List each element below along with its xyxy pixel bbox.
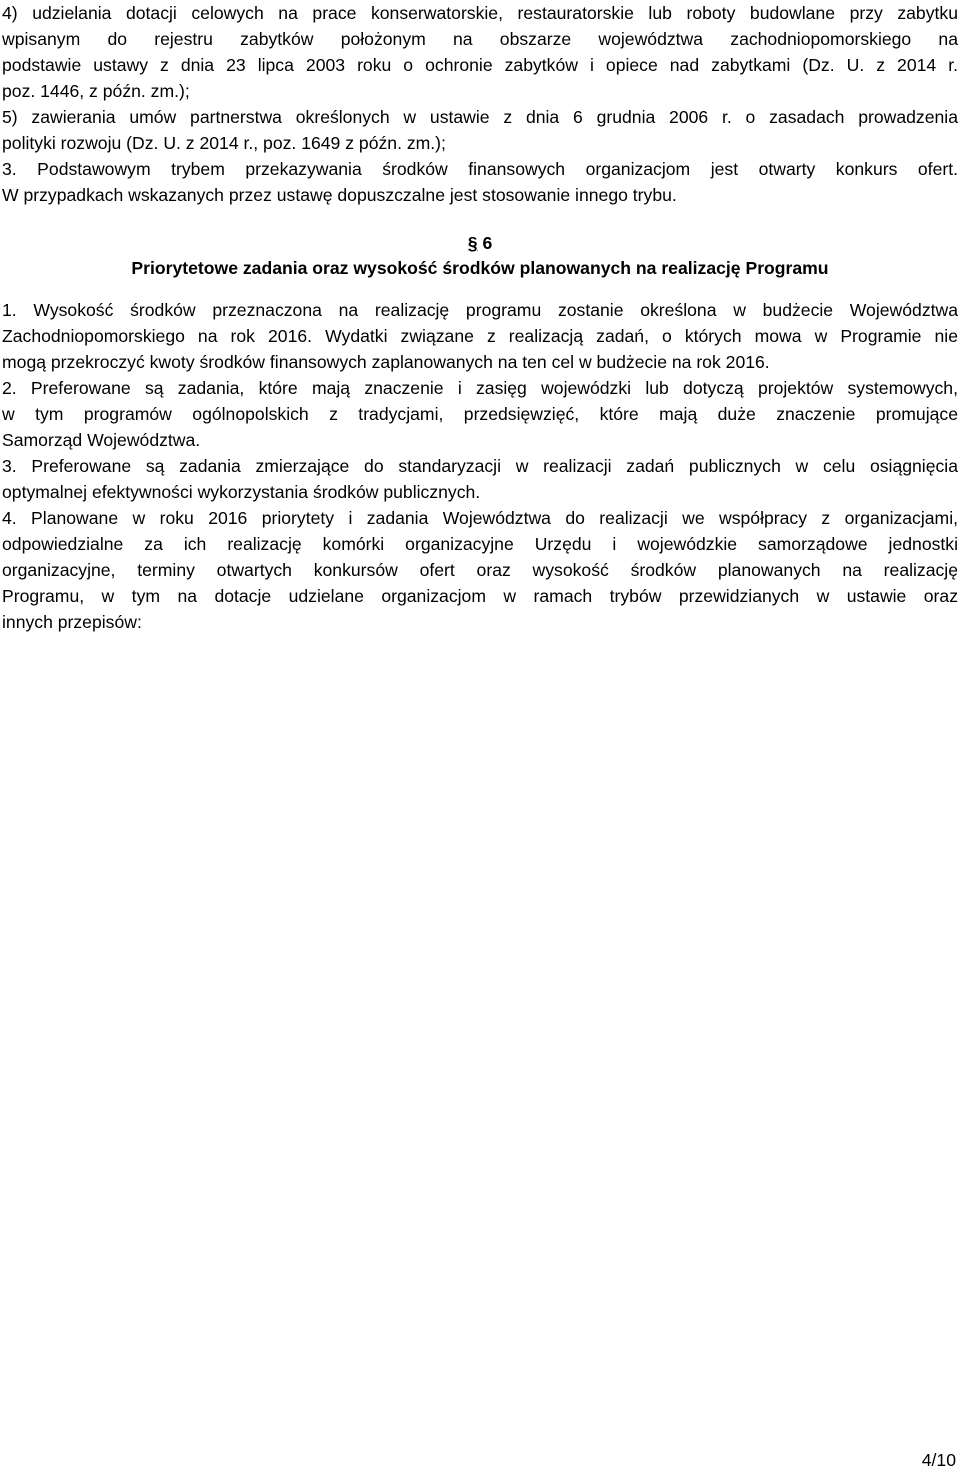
text-line: innych przepisów: <box>2 612 142 632</box>
page-number: 4/10 <box>921 1450 956 1470</box>
text-line: polityki rozwoju (Dz. U. z 2014 r., poz. 1649 z późn. zm.); <box>2 133 446 153</box>
text-line: optymalnej efektywności wykorzystania środków publicznych. <box>2 482 481 502</box>
list-item-5 <box>2 104 958 156</box>
text-line: poz. 1446, z późn. zm.); <box>2 81 190 101</box>
text-line: 1. Wysokość środków przeznaczona na realizację programu zostanie określona w budżecie Województwa <box>2 300 958 320</box>
text-line: w tym programów ogólnopolskich z tradycjami, przedsięwzięć, które mają duże znaczenie promujące <box>2 404 958 424</box>
paragraph-2 <box>2 375 958 453</box>
text-line: podstawie ustawy z dnia 23 lipca 2003 roku o ochronie zabytków i opiece nad zabytkami (Dz. U. z 2014 r. <box>2 55 958 75</box>
text-line: odpowiedzialne za ich realizację komórki organizacyjne Urzędu i wojewódzkie samorządowe jednostki <box>2 534 958 554</box>
text-line: Samorząd Województwa. <box>2 430 201 450</box>
text-line: wpisanym do rejestru zabytków położonym na obszarze województwa zachodniopomorskiego na <box>2 29 958 49</box>
text-line: Zachodniopomorskiego na rok 2016. Wydatki związane z realizacją zadań, o których mowa w Programie nie <box>2 326 958 346</box>
text-line: 4. Planowane w roku 2016 priorytety i zadania Województwa do realizacji we współpracy z organizacjami, <box>2 508 958 528</box>
text-line: 5) zawierania umów partnerstwa określonych w ustawie z dnia 6 grudnia 2006 r. o zasadach prowadzenia <box>2 107 958 127</box>
paragraph-3-previous <box>2 156 958 208</box>
document-page <box>2 0 958 635</box>
text-line: 3. Podstawowym trybem przekazywania środków finansowych organizacjom jest otwarty konkurs ofert. <box>2 159 958 179</box>
section-symbol: § <box>467 233 478 253</box>
paragraph-4 <box>2 505 958 635</box>
text-line: 3. Preferowane są zadania zmierzające do standaryzacji w realizacji zadań publicznych w celu osiągnięcia <box>2 456 958 476</box>
text-line: Programu, w tym na dotacje udzielane organizacjom w ramach trybów przewidzianych w ustawie oraz <box>2 586 958 606</box>
list-item-4 <box>2 0 958 104</box>
section-title: Priorytetowe zadania oraz wysokość środków planowanych na realizację Programu <box>131 258 829 278</box>
text-line: 4) udzielania dotacji celowych na prace konserwatorskie, restauratorskie lub roboty budowlane przy zabytku <box>2 3 958 23</box>
section-heading <box>2 231 958 255</box>
paragraph-1 <box>2 297 958 375</box>
text-line: 2. Preferowane są zadania, które mają znaczenie i zasięg wojewódzki lub dotyczą projektów systemowych, <box>2 378 958 398</box>
text-line: organizacyjne, terminy otwartych konkursów ofert oraz wysokość środków planowanych na realizację <box>2 560 958 580</box>
section-number: 6 <box>482 233 493 253</box>
text-line: mogą przekroczyć kwoty środków finansowych zaplanowanych na ten cel w budżecie na rok 2016. <box>2 352 770 372</box>
paragraph-3 <box>2 453 958 505</box>
text-line: W przypadkach wskazanych przez ustawę dopuszczalne jest stosowanie innego trybu. <box>2 185 677 205</box>
